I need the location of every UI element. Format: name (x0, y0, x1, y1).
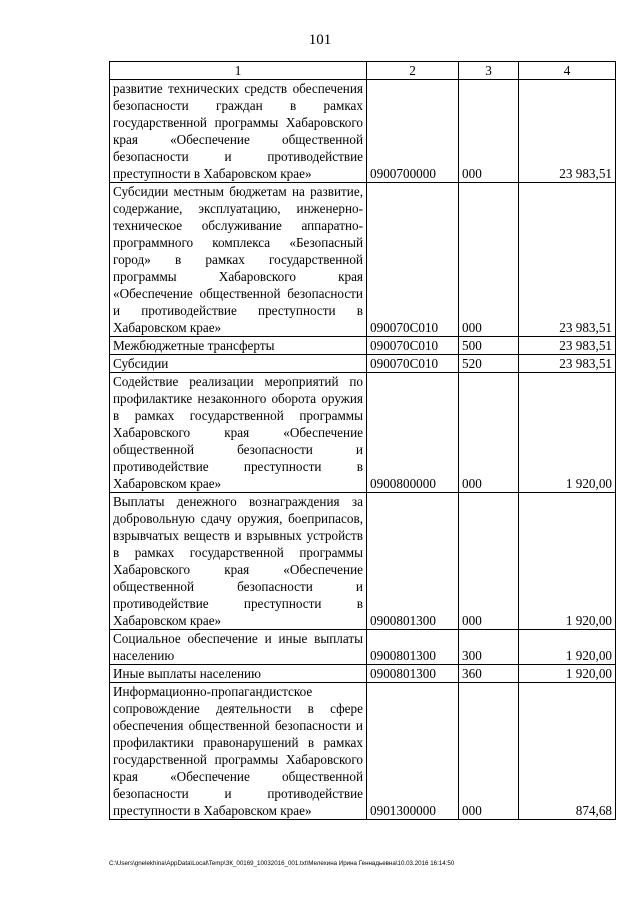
row-amount: 1 920,00 (519, 373, 616, 493)
page-number: 101 (308, 32, 332, 48)
header-row (110, 62, 616, 80)
table-row (110, 183, 616, 337)
row-name: Содействие реализации мероприятий по профилактике незаконного оборота оружия в рамках государственной программы Хабаровского края «Обеспечение общественной безопасности и противодействие преступности в Хабаровском крае» (110, 373, 367, 493)
row-kind: 000 (459, 373, 519, 493)
row-code: 090070С010 (367, 355, 459, 373)
row-amount: 874,68 (519, 683, 616, 820)
table-row (110, 337, 616, 355)
table-row (110, 630, 616, 665)
row-name: Выплаты денежного вознаграждения за добровольную сдачу оружия, боеприпасов, взрывчатых веществ и взрывных устройств в рамках государственной программы Хабаровского края «Обеспечение общественной безопасности и противодействие преступности в Хабаровском крае» (110, 493, 367, 630)
row-amount: 23 983,51 (519, 183, 616, 337)
row-name: Межбюджетные трансферты (110, 337, 367, 355)
row-name: Иные выплаты населению (110, 665, 367, 683)
table-row (110, 683, 616, 820)
row-amount: 1 920,00 (519, 665, 616, 683)
row-kind: 520 (459, 355, 519, 373)
row-kind: 500 (459, 337, 519, 355)
row-amount: 23 983,51 (519, 80, 616, 183)
row-code: 0900700000 (367, 80, 459, 183)
header-col-2: 2 (367, 62, 459, 80)
row-code: 0900801300 (367, 665, 459, 683)
row-name: Социальное обеспечение и иные выплаты населению (110, 630, 367, 665)
table-row (110, 493, 616, 630)
row-code: 0900801300 (367, 630, 459, 665)
row-kind: 000 (459, 183, 519, 337)
row-kind: 300 (459, 630, 519, 665)
row-kind: 000 (459, 683, 519, 820)
row-amount: 1 920,00 (519, 493, 616, 630)
row-code: 0901300000 (367, 683, 459, 820)
header-col-1: 1 (110, 62, 367, 80)
header-col-4: 4 (519, 62, 616, 80)
row-name: Информационно-пропагандистское сопровождение деятельности в сфере обеспечения общественной безопасности и профилактики правонарушений в рамках государственной программы Хабаровского края «Обеспечение общественной безопасности и противодействие преступности в Хабаровском крае» (110, 683, 367, 820)
row-name: развитие технических средств обеспечения безопасности граждан в рамках государственной программы Хабаровского края «Обеспечение общественной безопасности и противодействие преступности в Хабаровском крае» (110, 80, 367, 183)
budget-table (109, 61, 616, 820)
row-amount: 1 920,00 (519, 630, 616, 665)
row-name: Субсидии (110, 355, 367, 373)
row-kind: 360 (459, 665, 519, 683)
row-code: 0900800000 (367, 373, 459, 493)
table-row (110, 80, 616, 183)
header-col-3: 3 (459, 62, 519, 80)
row-code: 090070С010 (367, 337, 459, 355)
row-code: 0900801300 (367, 493, 459, 630)
row-kind: 000 (459, 493, 519, 630)
row-amount: 23 983,51 (519, 337, 616, 355)
row-code: 090070С010 (367, 183, 459, 337)
table-row (110, 355, 616, 373)
row-name: Субсидии местным бюджетам на развитие, содержание, эксплуатацию, инженерно-техническое обслуживание аппаратно-программного комплекса «Безопасный город» в рамках государственной программы Хабаровского края «Обеспечение общественной безопасности и противодействие преступности в Хабаровском крае» (110, 183, 367, 337)
footer-file-path: C:\Users\gnelekhina\AppData\Local\Temp\ЗК_00169_10032016_001.txt\Мелехина Ирина Геннадьевна\10.03.2016 16:14:50 (109, 860, 455, 867)
row-amount: 23 983,51 (519, 355, 616, 373)
row-kind: 000 (459, 80, 519, 183)
table-row (110, 665, 616, 683)
table-row (110, 373, 616, 493)
